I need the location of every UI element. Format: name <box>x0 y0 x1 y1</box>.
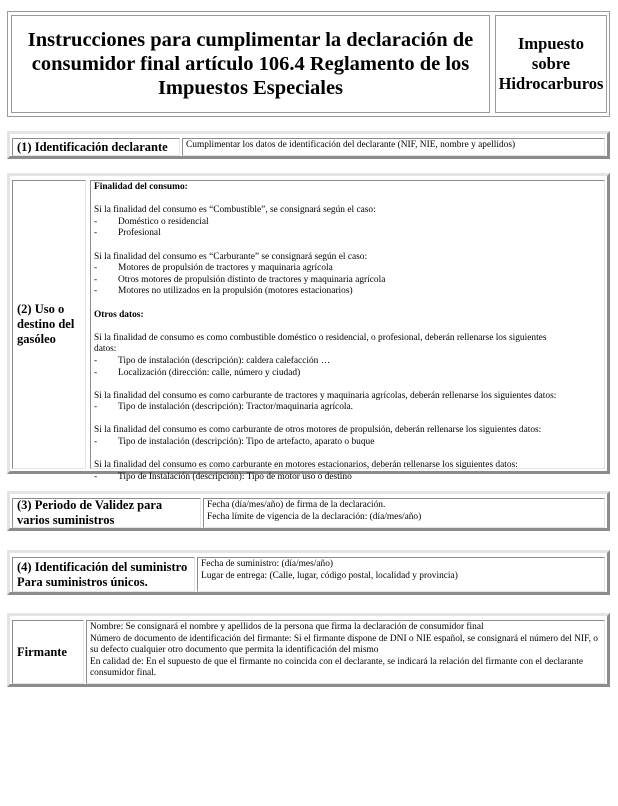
list-dash: - <box>94 437 98 448</box>
section-label-line: destino del <box>17 317 75 331</box>
list-item <box>94 275 601 287</box>
instruction-line: En calidad de: En el supuesto de que el firmante no coincida con el declarante, se indicará la relación del firmante con el declarante consumidor final. <box>90 656 584 679</box>
section-instructions <box>203 498 605 528</box>
list-item-text: Tipo de instalación (descripción): caldera calefacción … <box>118 355 331 366</box>
instruction-line: Fecha de suministro: (día/mes/año) <box>201 559 334 569</box>
paragraph: Si la finalidad de consumo es como combustible doméstico o residencial, o profesional, deberán rellenarse los siguientes <box>94 332 547 343</box>
document-title: Instrucciones para cumplimentar la declaración de consumidor final artículo 106.4 Reglamento de los Impuestos Especiales <box>11 15 490 113</box>
tax-name-line: Impuesto <box>518 34 585 53</box>
section-label-line: gasóleo <box>17 332 56 346</box>
tax-name-line: Hidrocarburos <box>498 74 604 93</box>
section-validity-period <box>7 491 610 531</box>
paragraph: Si la finalidad del consumo es “Carburante” se consignará según el caso: <box>94 251 368 262</box>
list-dash: - <box>94 263 98 274</box>
section-label-line: (3) Periodo de Validez para <box>17 498 163 512</box>
section-declarant-identification <box>7 131 610 159</box>
section-label-text: (1) Identificación declarante <box>17 139 168 154</box>
subheading: Otros datos: <box>94 309 144 320</box>
section-label-line: varios suministros <box>17 513 115 527</box>
paragraph: Si la finalidad del consumo es como carburante en motores estacionarios, deberán rellenarse los siguientes datos: <box>94 460 518 471</box>
list-item-text: Localización (dirección: calle, número y ciudad) <box>118 367 301 378</box>
tax-name-line: sobre <box>531 54 571 73</box>
subheading: Finalidad del consumo: <box>94 182 188 192</box>
list-dash: - <box>94 286 98 297</box>
tax-name <box>495 15 607 113</box>
list-dash: - <box>94 367 98 378</box>
paragraph: datos: <box>94 344 117 355</box>
list-item-text: Tipo de instalación (descripción): Tractor/maquinaria agrícola. <box>118 402 354 413</box>
list-item-text: Otros motores de propulsión distinto de tractores y maquinaria agrícola <box>118 274 386 285</box>
list-dash: - <box>94 402 98 413</box>
list-item-text: Profesional <box>118 228 161 239</box>
instruction-line: Nombre: Se consignará el nombre y apellidos de la persona que firma la declaración de consumidor final <box>90 622 484 632</box>
list-item <box>94 356 601 368</box>
paragraph: Si la finalidad del consumo es como carburante de otros motores de propulsión, deberán rellenarse los siguientes datos: <box>94 425 542 436</box>
instruction-text: Cumplimentar los datos de identificación del declarante (NIF, NIE, nombre y apellidos) <box>186 140 516 150</box>
instruction-line: Fecha (día/mes/año) de firma de la declaración. <box>207 500 386 510</box>
instruction-line: Fecha límite de vigencia de la declaración: (día/mes/año) <box>207 511 422 522</box>
section-label-text: Firmante <box>17 644 67 659</box>
document-header <box>7 11 610 117</box>
list-item <box>94 263 601 275</box>
section-label-line: (2) Uso o <box>17 302 65 316</box>
section-label <box>12 138 180 156</box>
list-dash: - <box>94 471 98 482</box>
paragraph: Si la finalidad del consumo es como carburante de tractores y maquinaria agrícolas, deberán rellenarse los siguientes datos: <box>94 390 557 401</box>
list-dash: - <box>94 274 98 285</box>
list-item-text: Tipo de Instalación (descripción): Tipo de motor uso o destino <box>118 471 352 482</box>
list-item-text: Doméstico o residencial <box>118 216 209 227</box>
list-item-text: Tipo de instalación (descripción): Tipo de artefacto, aparato o buque <box>118 437 375 448</box>
list-item <box>94 472 601 484</box>
instruction-line: Número de documento de identificación del firmante: Si el firmante dispone de DNI o NIE español, se consignará el número del NIF, o su defecto cualquier otro documento que permita la identificación del mismo <box>90 633 598 656</box>
section-instructions <box>86 620 605 684</box>
section-label <box>12 180 86 469</box>
list-item <box>94 402 601 414</box>
section-label <box>12 557 195 592</box>
list-item <box>94 228 601 240</box>
section-label-line: Para suministros únicos. <box>17 574 148 589</box>
section-supply-identification <box>7 550 610 595</box>
section-instructions <box>90 180 605 482</box>
section-signer <box>7 613 610 687</box>
list-item <box>94 286 601 298</box>
list-item <box>94 437 601 449</box>
section-label-line: (4) Identificación del suministro <box>17 559 188 574</box>
list-item <box>94 217 601 229</box>
list-item-text: Motores de propulsión de tractores y maquinaria agrícola <box>118 263 333 274</box>
section-label <box>12 620 84 684</box>
list-dash: - <box>94 355 98 366</box>
section-instructions <box>182 138 605 156</box>
section-label <box>12 498 201 528</box>
list-dash: - <box>94 216 98 227</box>
list-item <box>94 368 601 380</box>
section-use-destination <box>7 173 610 482</box>
paragraph: Si la finalidad del consumo es “Combustible”, se consignará según el caso: <box>94 205 376 216</box>
instruction-line: Lugar de entrega: (Calle, lugar, código postal, localidad y provincia) <box>201 570 458 581</box>
list-item-text: Motores no utilizados en la propulsión (motores estacionarios) <box>118 286 353 297</box>
section-instructions <box>197 557 605 592</box>
list-dash: - <box>94 228 98 239</box>
